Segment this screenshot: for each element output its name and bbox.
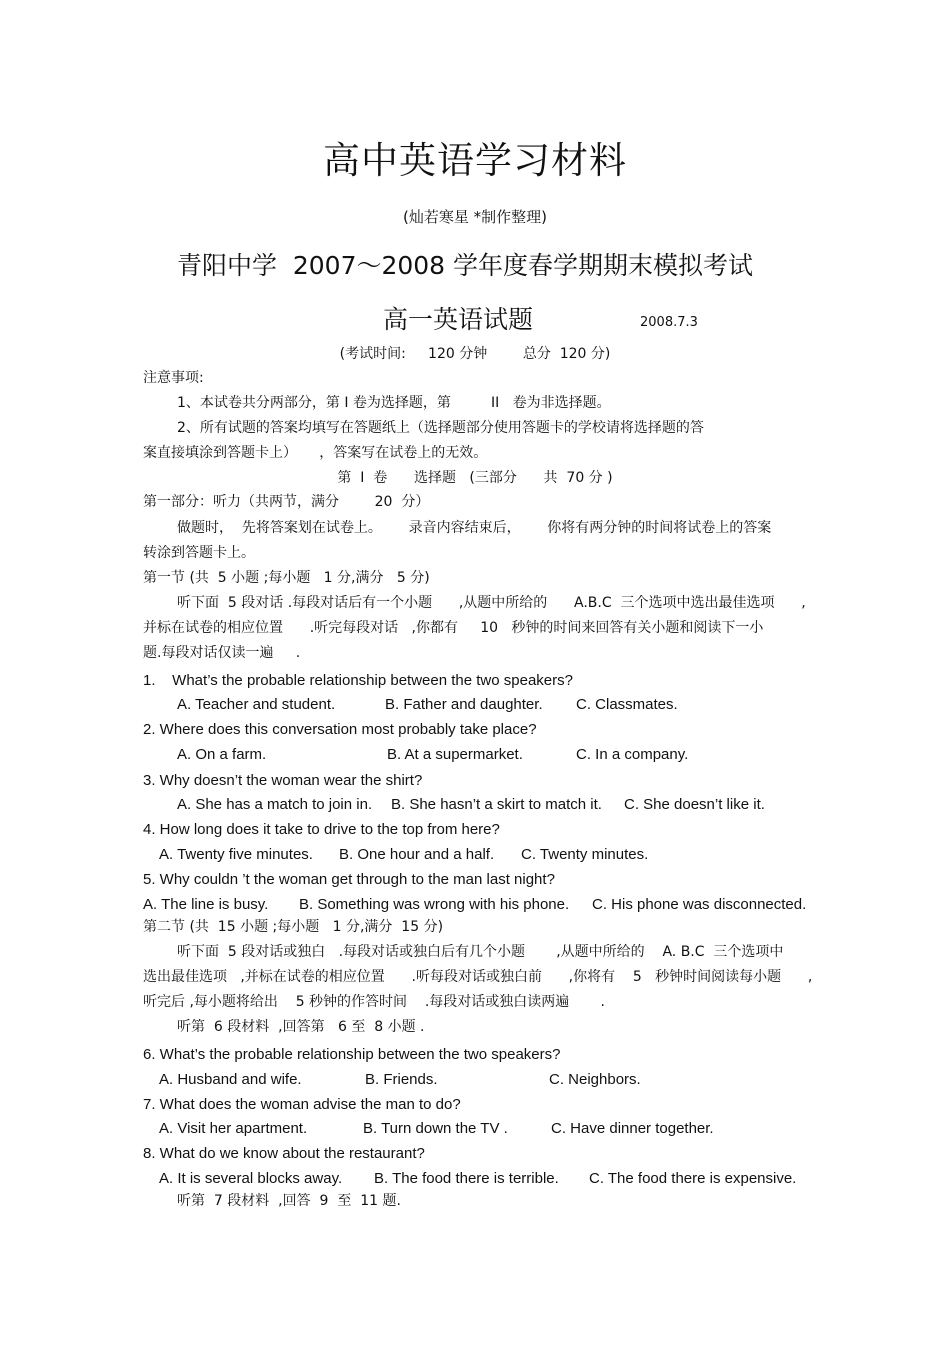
question-3-option-b: B. She hasn’t a skirt to match it. <box>391 796 602 813</box>
material-6-instruction: 听第 6 段材料 ,回答第 6 至 8 小题 . <box>177 1019 425 1035</box>
notes-item-1: 1、本试卷共分两部分，第 I 卷为选择题，第 II 卷为非选择题。 <box>177 395 611 411</box>
volume-1-title: 第 I 卷 选择题 (三部分 共 70 分 ) <box>337 470 613 486</box>
main-title: 高中英语学习材料 <box>323 139 627 182</box>
paper-date: 2008.7.3 <box>640 315 698 330</box>
section-1-instruction-line-2: 并标在试卷的相应位置 .听完每段对话 ,你都有 10 秒钟的时间来回答有关小题和阅读下一小 <box>143 620 764 636</box>
exam-title: 青阳中学 2007～2008 学年度春学期期末模拟考试 <box>176 251 754 280</box>
question-6-option-a: A. Husband and wife. <box>159 1071 302 1088</box>
question-1-option-c: C. Classmates. <box>576 696 678 713</box>
question-1-option-a: A. Teacher and student. <box>177 696 336 713</box>
section-2-instruction-line-2: 选出最佳选项 ,并标在试卷的相应位置 .听每段对话或独白前 ,你将有 5 秒钟时间阅读每小题 , <box>143 969 813 985</box>
question-5: 5. Why couldn ’t the woman get through to the man last night? <box>143 871 555 888</box>
question-6-option-c: C. Neighbors. <box>549 1071 641 1088</box>
question-6-option-b: B. Friends. <box>365 1071 438 1088</box>
question-5-option-c: C. His phone was disconnected. <box>592 896 807 913</box>
section-1-instruction-line-1: 听下面 5 段对话 .每段对话后有一个小题 ,从题中所给的 A.B.C 三个选项中选出最佳选项 , <box>177 595 806 611</box>
question-8-option-b: B. The food there is terrible. <box>374 1170 559 1187</box>
material-7-instruction: 听第 7 段材料 ,回答 9 至 11 题. <box>177 1193 401 1209</box>
question-5-option-b: B. Something was wrong with his phone. <box>299 896 570 913</box>
question-7-option-b: B. Turn down the TV . <box>363 1120 508 1137</box>
question-5-option-a: A. The line is busy. <box>143 896 269 913</box>
question-2-option-a: A. On a farm. <box>177 746 267 763</box>
question-4: 4. How long does it take to drive to the top from here? <box>143 821 500 838</box>
question-7-option-c: C. Have dinner together. <box>551 1120 714 1137</box>
question-4-option-c: C. Twenty minutes. <box>521 846 649 863</box>
question-7: 7. What does the woman advise the man to do? <box>143 1096 461 1113</box>
question-2: 2. Where does this conversation most probably take place? <box>143 721 537 738</box>
question-3-option-c: C. She doesn’t like it. <box>624 796 765 813</box>
notes-heading: 注意事项: <box>143 370 204 386</box>
question-2-option-c: C. In a company. <box>576 746 689 763</box>
credit-line: (灿若寒星 *制作整理) <box>403 208 547 226</box>
section-1-instruction-line-3: 题.每段对话仅读一遍 . <box>143 645 301 661</box>
question-4-option-b: B. One hour and a half. <box>339 846 495 863</box>
question-1: 1. What’s the probable relationship between the two speakers? <box>143 672 573 689</box>
question-4-option-a: A. Twenty five minutes. <box>159 846 313 863</box>
question-1-option-b: B. Father and daughter. <box>385 696 543 713</box>
question-3: 3. Why doesn’t the woman wear the shirt? <box>143 772 423 789</box>
time-info: (考试时间: 120 分钟 总分 120 分) <box>339 346 611 362</box>
section-1-title: 第一节 (共 5 小题 ;每小题 1 分,满分 5 分) <box>143 570 430 586</box>
part-1-instruction-line-2: 转涂到答题卡上。 <box>143 545 255 561</box>
question-8-option-a: A. It is several blocks away. <box>159 1170 343 1187</box>
notes-item-2-line-1: 2、所有试题的答案均填写在答题纸上（选择题部分使用答题卡的学校请将选择题的答 <box>177 420 704 436</box>
section-2-instruction-line-1: 听下面 5 段对话或独白 .每段对话或独白后有几个小题 ,从题中所给的 A. B.C 三个选项中 <box>177 944 784 960</box>
part-1-title: 第一部分：听力（共两节，满分 20 分） <box>143 494 430 510</box>
question-3-option-a: A. She has a match to join in. <box>177 796 373 813</box>
question-7-option-a: A. Visit her apartment. <box>159 1120 308 1137</box>
question-8-option-c: C. The food there is expensive. <box>589 1170 797 1187</box>
part-1-instruction-line-1: 做题时， 先将答案划在试卷上。 录音内容结束后， 你将有两分钟的时间将试卷上的答案 <box>177 520 772 536</box>
section-2-title: 第二节 (共 15 小题 ;每小题 1 分,满分 15 分) <box>143 919 444 935</box>
question-8: 8. What do we know about the restaurant? <box>143 1145 425 1162</box>
question-2-option-b: B. At a supermarket. <box>387 746 523 763</box>
notes-item-2-line-2: 案直接填涂到答题卡上） ，答案写在试卷上的无效。 <box>143 445 488 461</box>
question-6: 6. What’s the probable relationship between the two speakers? <box>143 1046 561 1063</box>
paper-title: 高一英语试题 <box>383 305 534 334</box>
section-2-instruction-line-3: 听完后 ,每小题将给出 5 秒钟的作答时间 .每段对话或独白读两遍 . <box>143 994 605 1010</box>
